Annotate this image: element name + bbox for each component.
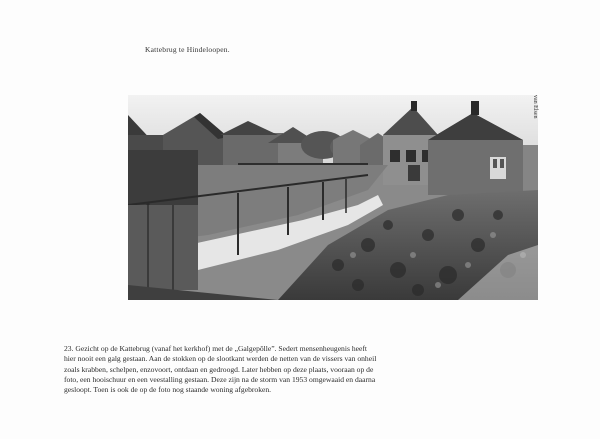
caption-line: foto, een hooischuur en een veestalling gestaan. Deze zijn na de storm van 1953 omgewaaid en daarna — [64, 374, 376, 384]
photo-caption — [64, 344, 444, 395]
caption-line: hier nooit een galg gestaan. Aan de stokken op de slootkant werden de netten van de vissers van onheil — [64, 354, 377, 364]
caption-line: zoals krabben, schelpen, enzovoort, ontdaan en gedroogd. Later hebben op deze plaats, vooraan op de — [64, 364, 374, 374]
historic-photo — [128, 95, 538, 300]
photo-title: Kattebrug te Hindeloopen. — [145, 45, 230, 54]
photo-illustration — [128, 95, 538, 300]
caption-line: 23. Gezicht op de Kattebrug (vanaf het kerkhof) met de „Galgepôlle”. Sedert mensenheugenis heeft — [64, 344, 367, 353]
caption-line: gesloopt. Toen is ook de op de foto nog staande woning afgebroken. — [64, 385, 272, 395]
photo-credit: van Elsen — [532, 95, 538, 119]
